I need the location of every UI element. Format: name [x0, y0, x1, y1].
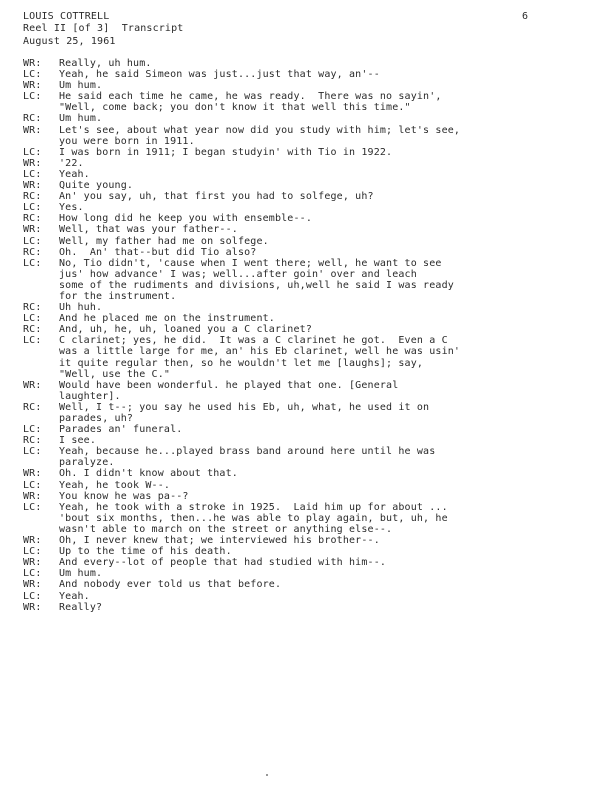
- transcript-turn: [23, 557, 593, 568]
- speaker-label: WR:: [23, 157, 42, 169]
- utterance: [59, 446, 593, 468]
- page-number: 6: [522, 11, 529, 22]
- transcript-turn: [23, 147, 593, 158]
- speaker-label: WR:: [23, 379, 42, 391]
- speaker-label: RC:: [23, 302, 42, 314]
- utterance: [59, 202, 593, 213]
- utterance: [59, 113, 593, 124]
- utterance: [59, 91, 593, 113]
- utterance-line: "Well, use the C.": [59, 368, 171, 380]
- transcript-turn: [23, 202, 593, 213]
- transcript-turn: [23, 446, 593, 468]
- transcript-turn: [23, 158, 593, 169]
- transcript-turn: [23, 80, 593, 91]
- utterance-line: You know he was pa--?: [59, 490, 189, 502]
- speaker-label: LC:: [23, 202, 42, 214]
- transcript-turn: [23, 402, 593, 424]
- utterance-line: you were born in 1911.: [59, 135, 195, 147]
- speaker-label: LC:: [23, 313, 42, 325]
- utterance-line: Yeah, he said Simeon was just...just that way, an'--: [59, 69, 380, 81]
- utterance-line: And nobody ever told us that before.: [59, 579, 282, 591]
- transcript-turn: [23, 191, 593, 202]
- transcript-turn: [23, 313, 593, 324]
- utterance-line: Um hum.: [59, 568, 103, 580]
- utterance: [59, 302, 593, 313]
- speaker-label: LC:: [23, 479, 42, 491]
- speaker-label: LC:: [23, 546, 42, 558]
- utterance-line: Well, that was your father--.: [59, 224, 238, 236]
- transcript-turn: [23, 480, 593, 491]
- speaker-label: WR:: [23, 601, 42, 613]
- speaker-label: RC:: [23, 213, 42, 225]
- speaker-label: RC:: [23, 435, 42, 447]
- transcript-turn: [23, 535, 593, 546]
- utterance: [59, 125, 593, 147]
- speaker-label: LC:: [23, 146, 42, 158]
- utterance: [59, 169, 593, 180]
- utterance-line: Parades an' funeral.: [59, 424, 183, 436]
- speaker-label: WR:: [23, 579, 42, 591]
- utterance-line: 'bout six months, then...he was able to play again, but, uh, he: [59, 512, 448, 524]
- speaker-label: RC:: [23, 401, 42, 413]
- speaker-label: LC:: [23, 590, 42, 602]
- utterance-line: Oh. An' that--but did Tio also?: [59, 246, 257, 258]
- transcript-turn: [23, 69, 593, 80]
- utterance: [59, 313, 593, 324]
- utterance: [59, 224, 593, 235]
- utterance: [59, 69, 593, 80]
- utterance-line: Quite young.: [59, 180, 134, 192]
- speaker-label: LC:: [23, 424, 42, 436]
- utterance-line: Well, my father had me on solfege.: [59, 235, 269, 247]
- utterance-line: wasn't able to march on the street or anything else--.: [59, 523, 393, 535]
- speaker-label: WR:: [23, 468, 42, 480]
- utterance: [59, 602, 593, 613]
- utterance: [59, 591, 593, 602]
- speaker-label: LC:: [23, 446, 42, 458]
- utterance-line: some of the rudiments and divisions, uh,well he said I was ready: [59, 279, 454, 291]
- speaker-label: LC:: [23, 257, 42, 269]
- utterance: [59, 568, 593, 579]
- utterance-line: An' you say, uh, that first you had to solfege, uh?: [59, 191, 374, 203]
- utterance: [59, 147, 593, 158]
- transcript-turn: [23, 125, 593, 147]
- transcript-turn: [23, 424, 593, 435]
- speaker-label: LC:: [23, 168, 42, 180]
- utterance: [59, 579, 593, 590]
- interviewee-name: LOUIS COTTRELL: [23, 11, 110, 22]
- transcript-turn: [23, 302, 593, 313]
- transcript-turn: [23, 91, 593, 113]
- utterance: [59, 213, 593, 224]
- utterance: [59, 435, 593, 446]
- speaker-label: LC:: [23, 501, 42, 513]
- utterance-line: I was born in 1911; I began studyin' with Tio in 1922.: [59, 146, 393, 158]
- transcript-turn: [23, 546, 593, 557]
- speaker-label: RC:: [23, 113, 42, 125]
- document-header: [23, 11, 183, 48]
- transcript-turn: [23, 591, 593, 602]
- transcript-turn: [23, 324, 593, 335]
- utterance-line: Yeah.: [59, 590, 90, 602]
- transcript-turn: [23, 113, 593, 124]
- utterance: [59, 480, 593, 491]
- utterance: [59, 191, 593, 202]
- utterance: [59, 335, 593, 379]
- scan-speck: [266, 774, 268, 776]
- utterance-line: Yes.: [59, 202, 84, 214]
- utterance-line: "Well, come back; you don't know it that well this time.": [59, 102, 411, 114]
- transcript-turn: [23, 502, 593, 535]
- utterance-line: jus' how advance' I was; well...after goin' over and leach: [59, 268, 417, 280]
- utterance-line: Uh huh.: [59, 302, 103, 314]
- utterance-line: Well, I t--; you say he used his Eb, uh, what, he used it on: [59, 401, 430, 413]
- utterance: [59, 468, 593, 479]
- utterance-line: Yeah.: [59, 168, 90, 180]
- speaker-label: WR:: [23, 124, 42, 136]
- transcript-turn: [23, 380, 593, 402]
- utterance: [59, 380, 593, 402]
- speaker-label: WR:: [23, 58, 42, 69]
- speaker-label: WR:: [23, 535, 42, 547]
- utterance: [59, 258, 593, 302]
- speaker-label: LC:: [23, 235, 42, 247]
- utterance-line: it quite regular then, so he wouldn't let me [laughs]; say,: [59, 357, 424, 369]
- utterance-line: Up to the time of his death.: [59, 546, 232, 558]
- interview-date: August 25, 1961: [23, 35, 116, 47]
- transcript-turn: [23, 568, 593, 579]
- transcript-turn: [23, 236, 593, 247]
- utterance-line: C clarinet; yes, he did. It was a C clarinet he got. Even a C: [59, 335, 448, 347]
- utterance: [59, 491, 593, 502]
- utterance-line: Um hum.: [59, 80, 103, 92]
- utterance-line: Yeah, because he...played brass band around here until he was: [59, 446, 436, 458]
- utterance: [59, 247, 593, 258]
- utterance: [59, 546, 593, 557]
- utterance-line: Oh, I never knew that; we interviewed his brother--.: [59, 535, 380, 547]
- speaker-label: LC:: [23, 91, 42, 103]
- transcript-turn: [23, 435, 593, 446]
- utterance-line: was a little large for me, an' his Eb clarinet, well he was usin': [59, 346, 461, 358]
- utterance-line: And every--lot of people that had studied with him--.: [59, 557, 387, 569]
- speaker-label: WR:: [23, 490, 42, 502]
- utterance: [59, 58, 593, 69]
- utterance: [59, 236, 593, 247]
- transcript-turn: [23, 180, 593, 191]
- speaker-label: WR:: [23, 557, 42, 569]
- utterance: [59, 557, 593, 568]
- utterance-line: I see.: [59, 435, 97, 447]
- utterance-line: Really, uh hum.: [59, 58, 152, 69]
- speaker-label: WR:: [23, 180, 42, 192]
- transcript-turn: [23, 258, 593, 302]
- utterance-line: paralyze.: [59, 457, 115, 469]
- utterance-line: Really?: [59, 601, 103, 613]
- utterance: [59, 80, 593, 91]
- utterance-line: Yeah, he took with a stroke in 1925. Laid him up for about ...: [59, 501, 448, 513]
- utterance-line: And, uh, he, uh, loaned you a C clarinet?: [59, 324, 312, 336]
- speaker-label: LC:: [23, 568, 42, 580]
- transcript-turn: [23, 169, 593, 180]
- transcript-turn: [23, 491, 593, 502]
- transcript-turn: [23, 224, 593, 235]
- speaker-label: RC:: [23, 246, 42, 258]
- utterance-line: He said each time he came, he was ready. There was no sayin',: [59, 91, 442, 103]
- utterance-line: Let's see, about what year now did you study with him; let's see,: [59, 124, 461, 136]
- utterance-line: Um hum.: [59, 113, 103, 125]
- transcript-turn: [23, 579, 593, 590]
- utterance: [59, 324, 593, 335]
- utterance-line: And he placed me on the instrument.: [59, 313, 275, 325]
- transcript-turn: [23, 602, 593, 613]
- utterance-line: laughter].: [59, 390, 121, 402]
- utterance: [59, 402, 593, 424]
- transcript-body: [23, 58, 593, 613]
- utterance-line: '22.: [59, 157, 84, 169]
- speaker-label: RC:: [23, 324, 42, 336]
- transcript-turn: [23, 213, 593, 224]
- reel-label: Reel II [of 3] Transcript: [23, 23, 184, 35]
- transcript-turn: [23, 58, 593, 69]
- speaker-label: LC:: [23, 69, 42, 81]
- transcript-turn: [23, 335, 593, 379]
- transcript-turn: [23, 247, 593, 258]
- utterance: [59, 180, 593, 191]
- utterance-line: Oh. I didn't know about that.: [59, 468, 238, 480]
- utterance: [59, 502, 593, 535]
- utterance-line: for the instrument.: [59, 290, 177, 302]
- utterance: [59, 158, 593, 169]
- utterance: [59, 535, 593, 546]
- transcript-turn: [23, 468, 593, 479]
- speaker-label: WR:: [23, 80, 42, 92]
- speaker-label: LC:: [23, 335, 42, 347]
- utterance-line: Yeah, he took W--.: [59, 479, 171, 491]
- utterance-line: Would have been wonderful. he played that one. [General: [59, 379, 399, 391]
- speaker-label: RC:: [23, 191, 42, 203]
- utterance: [59, 424, 593, 435]
- utterance-line: How long did he keep you with ensemble--.: [59, 213, 312, 225]
- utterance-line: No, Tio didn't, 'cause when I went there; well, he want to see: [59, 257, 442, 269]
- speaker-label: WR:: [23, 224, 42, 236]
- utterance-line: parades, uh?: [59, 413, 134, 424]
